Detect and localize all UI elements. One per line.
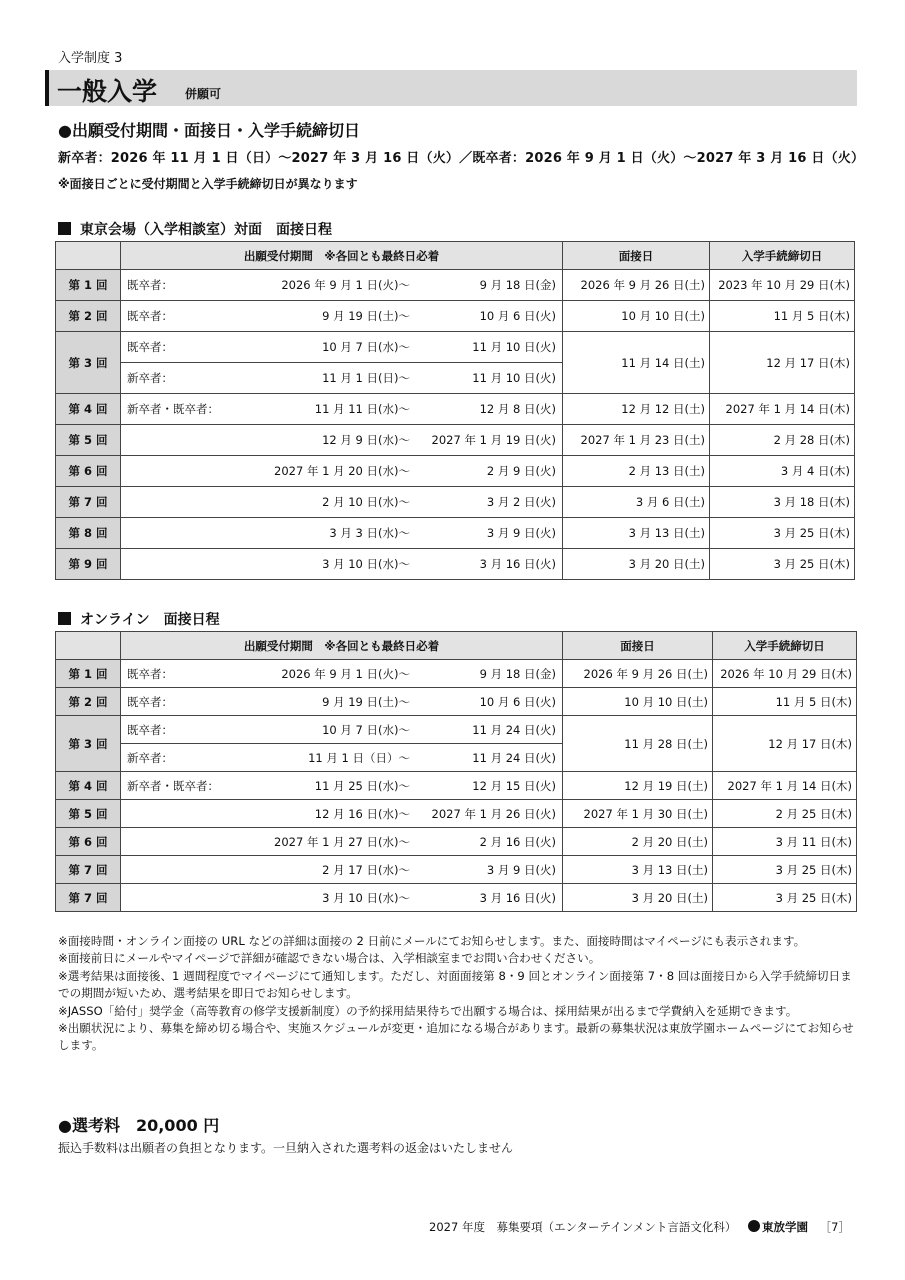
logo-mark-icon [748, 1220, 760, 1232]
online-schedule-table [55, 631, 857, 912]
period-end: 10 月 6 日(火) [479, 309, 556, 323]
deadline-date: 3 月 25 日(木) [710, 518, 855, 549]
period-start: 3 月 3 日(水)～ [329, 526, 410, 540]
page-number: ［7］ [819, 1220, 850, 1234]
deadline-date: 12 月 17 日(木) [710, 332, 855, 394]
period-cell [121, 744, 563, 772]
applicant-type: 既卒者： [127, 694, 173, 709]
fee-title: ●選考料 20,000 円 [58, 1116, 220, 1135]
round-cell: 第 3 回 [56, 332, 121, 394]
applicant-type: 新卒者： [127, 750, 173, 765]
interview-date: 3 月 13 日(土) [563, 856, 713, 884]
period-cell [121, 270, 563, 301]
col-header-interview: 面接日 [563, 242, 710, 270]
period-end: 2027 年 1 月 26 日(火) [431, 806, 556, 821]
deadline-date: 2027 年 1 月 14 日(木) [710, 394, 855, 425]
footnote: ※面接時間・オンライン面接の URL などの詳細は面接の 2 日前にメールにてお知らせします。また、面接時間はマイページにも表示されます。 [58, 934, 806, 948]
col-header-period: 出願受付期間 ※各回とも最終日必着 [121, 242, 563, 270]
title-bar [45, 70, 857, 106]
online-heading-text: オンライン 面接日程 [80, 612, 220, 628]
fee-note: 振込手数料は出願者の負担となります。一旦納入された選考料の返金はいたしません [58, 1141, 514, 1155]
deadline-date: 3 月 18 日(木) [710, 487, 855, 518]
interview-date: 10 月 10 日(土) [563, 688, 713, 716]
period-start: 12 月 16 日(水)～ [314, 806, 410, 821]
deadline-date: 3 月 25 日(木) [713, 856, 857, 884]
round-cell: 第 6 回 [56, 828, 121, 856]
period-cell [121, 549, 563, 580]
footnotes [58, 933, 854, 1055]
period-end: 2027 年 1 月 19 日(火) [431, 433, 556, 447]
period-end: 3 月 16 日(火) [479, 557, 556, 571]
section-label: 入学制度 3 [58, 51, 123, 66]
table-row [56, 549, 855, 580]
period-end: 3 月 9 日(火) [486, 526, 556, 540]
period-end: 10 月 6 日(火) [479, 694, 556, 709]
col-header-deadline: 入学手続締切日 [710, 242, 855, 270]
interview-date: 12 月 19 日(土) [563, 772, 713, 800]
col-header-deadline: 入学手続締切日 [713, 632, 857, 660]
tokyo-heading-text: 東京会場（入学相談室）対面 面接日程 [80, 222, 332, 238]
interview-date: 11 月 14 日(土) [563, 332, 710, 394]
period-cell [121, 394, 563, 425]
period-start: 11 月 1 日(日)～ [322, 371, 410, 385]
table-row [56, 301, 855, 332]
page-footer [429, 1219, 850, 1235]
applicant-type: 新卒者・既卒者： [127, 402, 219, 416]
round-cell: 第 9 回 [56, 549, 121, 580]
interview-date: 3 月 20 日(土) [563, 549, 710, 580]
round-cell: 第 1 回 [56, 270, 121, 301]
round-cell: 第 7 回 [56, 856, 121, 884]
table-row [56, 487, 855, 518]
interview-date: 2026 年 9 月 26 日(土) [563, 660, 713, 688]
round-cell: 第 7 回 [56, 487, 121, 518]
period-start: 11 月 1 日（日）～ [308, 750, 410, 765]
square-bullet-icon [58, 612, 71, 625]
applicant-type: 既卒者： [127, 309, 173, 323]
interview-date: 3 月 20 日(土) [563, 884, 713, 912]
period-end: 2 月 9 日(火) [486, 464, 556, 478]
deadline-date: 3 月 11 日(木) [713, 828, 857, 856]
period-end: 11 月 10 日(火) [472, 371, 556, 385]
deadline-date: 3 月 4 日(木) [710, 456, 855, 487]
period-start: 2027 年 1 月 27 日(水)～ [274, 834, 410, 849]
deadline-date: 2 月 25 日(木) [713, 800, 857, 828]
interview-date: 2027 年 1 月 23 日(土) [563, 425, 710, 456]
table-row [56, 270, 855, 301]
col-header-period: 出願受付期間 ※各回とも最終日必着 [121, 632, 563, 660]
tokyo-heading [58, 219, 332, 239]
interview-date: 3 月 6 日(土) [563, 487, 710, 518]
footnote: ※選考結果は面接後、1 週間程度でマイページにて通知します。ただし、対面面接第 8・9 回とオンライン面接第 7・8 回は面接日から入学手続締切日までの期間が短いため、選考結果を即日でお知らせします。 [58, 968, 852, 1001]
period-start: 2 月 10 日(水)～ [322, 495, 410, 509]
interview-date: 2 月 20 日(土) [563, 828, 713, 856]
period-cell [121, 363, 563, 394]
round-cell: 第 3 回 [56, 716, 121, 772]
table-row [56, 884, 857, 912]
interview-date: 2 月 13 日(土) [563, 456, 710, 487]
period-cell [121, 716, 563, 744]
period-start: 2027 年 1 月 20 日(水)～ [274, 464, 410, 478]
period-start: 10 月 7 日(水)～ [322, 340, 410, 354]
deadline-date: 2023 年 10 月 29 日(木) [710, 270, 855, 301]
period-dates: 新卒者：2026 年 11 月 1 日（日）～2027 年 3 月 16 日（火）／既卒者：2026 年 9 月 1 日（火）～2027 年 3 月 16 日（火） [58, 151, 865, 166]
period-start: 2 月 17 日(水)～ [322, 862, 410, 877]
period-end: 3 月 2 日(火) [486, 495, 556, 509]
deadline-date: 11 月 5 日(木) [710, 301, 855, 332]
deadline-date: 12 月 17 日(木) [713, 716, 857, 772]
square-bullet-icon [58, 222, 71, 235]
interview-date: 3 月 13 日(土) [563, 518, 710, 549]
tokyo-schedule-table [55, 241, 855, 580]
footnote: ※面接前日にメールやマイページで詳細が確認できない場合は、入学相談室までお問い合わせください。 [58, 951, 601, 966]
period-cell [121, 856, 563, 884]
table-row [56, 688, 857, 716]
period-start: 3 月 10 日(水)～ [322, 557, 410, 571]
deadline-date: 11 月 5 日(木) [713, 688, 857, 716]
round-cell: 第 5 回 [56, 425, 121, 456]
period-cell [121, 301, 563, 332]
period-cell [121, 884, 563, 912]
table-row [56, 456, 855, 487]
col-header-interview: 面接日 [563, 632, 713, 660]
period-end: 11 月 24 日(火) [472, 722, 556, 737]
period-end: 2 月 16 日(火) [479, 834, 556, 849]
period-cell [121, 518, 563, 549]
table-row [56, 332, 855, 363]
applicant-type: 新卒者・既卒者： [127, 778, 219, 793]
table-row [56, 856, 857, 884]
table-row [56, 800, 857, 828]
table-row [56, 660, 857, 688]
applicant-type: 既卒者： [127, 340, 173, 354]
deadline-date: 3 月 25 日(木) [710, 549, 855, 580]
table-row [56, 828, 857, 856]
period-cell [121, 688, 563, 716]
school-logo [748, 1219, 808, 1235]
round-cell: 第 1 回 [56, 660, 121, 688]
period-cell [121, 332, 563, 363]
applicant-type: 新卒者： [127, 371, 173, 385]
period-start: 11 月 11 日(水)～ [314, 402, 410, 416]
footnote: ※出願状況により、募集を締め切る場合や、実施スケジュールが変更・追加になる場合があります。最新の募集状況は東放学園ホームページにてお知らせします。 [58, 1021, 854, 1053]
footnote: ※JASSO「給付」奨学金（高等教育の修学支援新制度）の予約採用結果待ちで出願する場合は、採用結果が出るまで学費納入を延期できます。 [58, 1003, 798, 1018]
period-start: 9 月 19 日(土)～ [322, 309, 410, 323]
period-end: 11 月 24 日(火) [472, 750, 556, 765]
corner-cell [56, 242, 121, 270]
table-row [56, 716, 857, 744]
period-start: 2026 年 9 月 1 日(火)～ [281, 666, 410, 681]
interview-date: 12 月 12 日(土) [563, 394, 710, 425]
interview-date: 11 月 28 日(土) [563, 716, 713, 772]
period-end: 9 月 18 日(金) [479, 666, 556, 681]
period-cell [121, 772, 563, 800]
round-cell: 第 4 回 [56, 394, 121, 425]
period-start: 9 月 19 日(土)～ [322, 694, 410, 709]
page-subtitle: 併願可 [185, 87, 222, 101]
round-cell: 第 6 回 [56, 456, 121, 487]
period-start: 2026 年 9 月 1 日(火)～ [281, 278, 410, 292]
interview-date: 2026 年 9 月 26 日(土) [563, 270, 710, 301]
footer-text: 2027 年度 募集要項（エンターテインメント言語文化科） [429, 1220, 737, 1234]
period-start: 11 月 25 日(水)～ [314, 778, 410, 793]
page-title: 一般入学 [57, 77, 158, 106]
round-cell: 第 7 回 [56, 884, 121, 912]
table-row [56, 772, 857, 800]
applicant-type: 既卒者： [127, 278, 173, 292]
period-heading: ●出願受付期間・面接日・入学手続締切日 [58, 121, 360, 140]
table-row [56, 518, 855, 549]
period-cell [121, 456, 563, 487]
period-cell [121, 800, 563, 828]
period-end: 9 月 18 日(金) [479, 278, 556, 292]
corner-cell [56, 632, 121, 660]
interview-date: 10 月 10 日(土) [563, 301, 710, 332]
online-heading [58, 609, 220, 629]
period-start: 10 月 7 日(水)～ [322, 722, 410, 737]
period-end: 12 月 8 日(火) [479, 402, 556, 416]
period-end: 12 月 15 日(火) [472, 778, 556, 793]
period-end: 11 月 10 日(火) [472, 340, 556, 354]
table-row [56, 425, 855, 456]
deadline-date: 3 月 25 日(木) [713, 884, 857, 912]
round-cell: 第 2 回 [56, 688, 121, 716]
interview-date: 2027 年 1 月 30 日(土) [563, 800, 713, 828]
period-cell [121, 660, 563, 688]
period-end: 3 月 9 日(火) [486, 862, 556, 877]
period-end: 3 月 16 日(火) [479, 890, 556, 905]
round-cell: 第 8 回 [56, 518, 121, 549]
applicant-type: 既卒者： [127, 666, 173, 681]
deadline-date: 2026 年 10 月 29 日(木) [713, 660, 857, 688]
table-row [56, 394, 855, 425]
logo-text: 東放学園 [762, 1220, 809, 1234]
round-cell: 第 5 回 [56, 800, 121, 828]
round-cell: 第 4 回 [56, 772, 121, 800]
deadline-date: 2027 年 1 月 14 日(木) [713, 772, 857, 800]
period-start: 3 月 10 日(水)～ [322, 890, 410, 905]
deadline-date: 2 月 28 日(木) [710, 425, 855, 456]
round-cell: 第 2 回 [56, 301, 121, 332]
period-cell [121, 487, 563, 518]
period-cell [121, 425, 563, 456]
period-start: 12 月 9 日(水)～ [322, 433, 410, 447]
period-cell [121, 828, 563, 856]
period-note: ※面接日ごとに受付期間と入学手続締切日が異なります [58, 177, 358, 191]
applicant-type: 既卒者： [127, 722, 173, 737]
